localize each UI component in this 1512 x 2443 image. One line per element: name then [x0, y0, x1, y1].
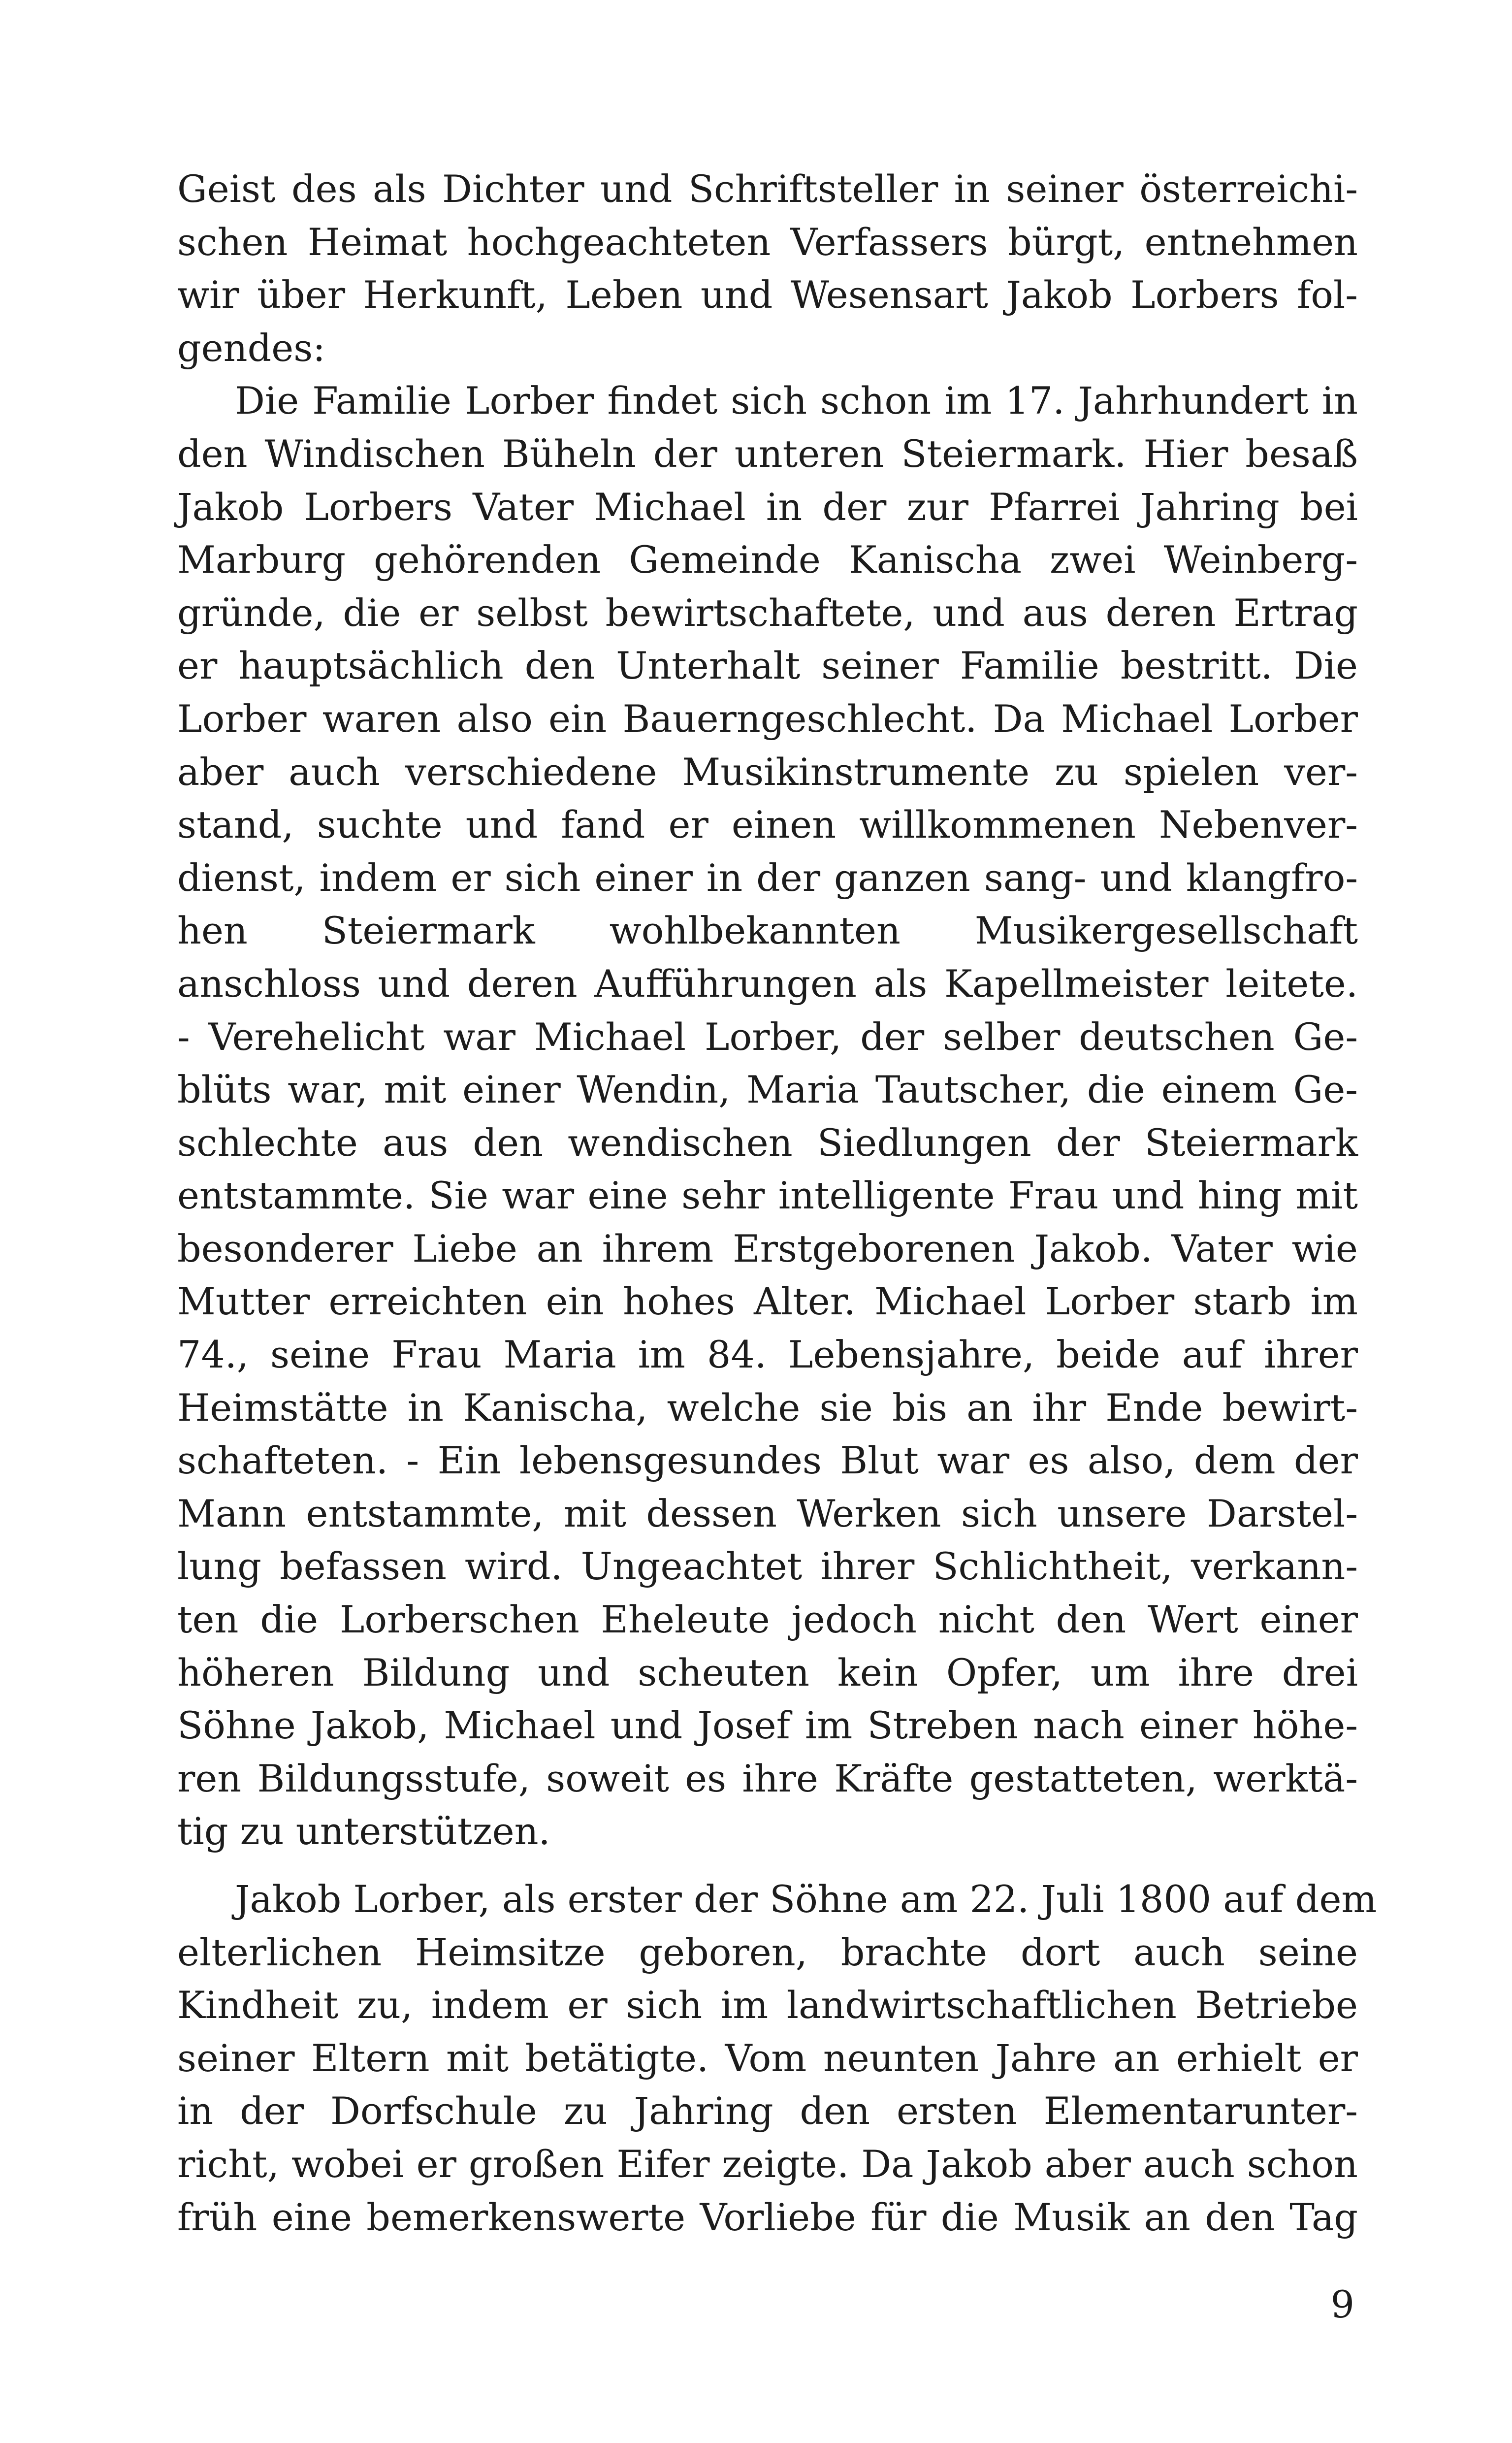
paragraph: [177, 1873, 1377, 2244]
text-line: ten die Lorberschen Eheleute jedoch nicht den Wert einer: [177, 1597, 1358, 1642]
text-line: - Verehelicht war Michael Lorber, der selber deutschen Ge-: [177, 1014, 1358, 1059]
text-line: Lorber waren also ein Bauerngeschlecht. Da Michael Lorber: [177, 696, 1358, 741]
text-line: ren Bildungsstufe, soweit es ihre Kräfte gestatteten, werktä-: [177, 1756, 1358, 1800]
text-line: gründe, die er selbst bewirtschaftete, und aus deren Ertrag: [177, 590, 1358, 635]
text-line: höheren Bildung und scheuten kein Opfer, um ihre drei: [177, 1650, 1358, 1694]
text-line: dienst, indem er sich einer in der ganzen sang- und klangfro-: [177, 855, 1358, 900]
text-line: Geist des als Dichter und Schriftsteller in seiner österreichi-: [177, 167, 1358, 211]
text-line: schlechte aus den wendischen Siedlungen der Steiermark: [177, 1120, 1358, 1165]
text-line: wir über Herkunft, Leben und Wesensart Jakob Lorbers fol-: [177, 273, 1358, 317]
text-line: besonderer Liebe an ihrem Erstgeborenen Jakob. Vater wie: [177, 1226, 1358, 1270]
text-line: Mann entstammte, mit dessen Werken sich unsere Darstel-: [177, 1491, 1358, 1535]
text-line: den Windischen Büheln der unteren Steiermark. Hier besaß: [177, 431, 1358, 476]
text-line: früh eine bemerkenswerte Vorliebe für die Musik an den Tag: [177, 2195, 1358, 2239]
text-line: Jakob Lorbers Vater Michael in der zur Pfarrei Jahring bei: [177, 485, 1358, 529]
text-line: anschloss und deren Aufführungen als Kapellmeister leitete.: [177, 961, 1358, 1006]
text-line: tig zu unterstützen.: [177, 1809, 550, 1854]
text-line: Kindheit zu, indem er sich im landwirtschaftlichen Betriebe: [177, 1983, 1358, 2027]
text-line: seiner Eltern mit betätigte. Vom neunten Jahre an erhielt er: [177, 2036, 1358, 2080]
text-line: elterlichen Heimsitze geboren, brachte dort auch seine: [177, 1930, 1358, 1974]
text-line: gendes:: [177, 326, 325, 370]
text-line: Heimstätte in Kanischa, welche sie bis an ihr Ende bewirt-: [177, 1385, 1358, 1430]
text-line: blüts war, mit einer Wendin, Maria Tautscher, die einem Ge-: [177, 1068, 1358, 1112]
text-line: Mutter erreichten ein hohes Alter. Michael Lorber starb im: [177, 1279, 1358, 1324]
text-line: aber auch verschiedene Musikinstrumente zu spielen ver-: [177, 749, 1358, 794]
text-line: schafteten. - Ein lebensgesundes Blut war es also, dem der: [177, 1438, 1358, 1483]
text-line: lung befassen wird. Ungeachtet ihrer Schlichtheit, verkann-: [177, 1544, 1358, 1589]
text-line: Die Familie Lorber findet sich schon im 17. Jahrhundert in: [235, 379, 1358, 423]
text-line: Söhne Jakob, Michael und Josef im Streben nach einer höhe-: [177, 1703, 1358, 1748]
text-line: in der Dorfschule zu Jahring den ersten Elementarunter-: [177, 2089, 1358, 2133]
page-body: [177, 163, 1377, 2280]
text-line: schen Heimat hochgeachteten Verfassers bürgt, entnehmen: [177, 220, 1358, 264]
text-line: Marburg gehörenden Gemeinde Kanischa zwei Weinberg-: [177, 538, 1358, 582]
text-line: stand, suchte und fand er einen willkommenen Nebenver-: [177, 803, 1358, 847]
text-line: entstammte. Sie war eine sehr intelligente Frau und hing mit: [177, 1173, 1358, 1218]
text-line: hen Steiermark wohlbekannten Musikergesellschaft: [177, 909, 1358, 953]
page-number: 9: [1330, 2282, 1354, 2326]
paragraph: [177, 374, 1358, 1858]
text-line: Jakob Lorber, als erster der Söhne am 22. Juli 1800 auf dem: [235, 1877, 1377, 1921]
text-line: er hauptsächlich den Unterhalt seiner Familie bestritt. Die: [177, 644, 1358, 688]
text-line: richt, wobei er großen Eifer zeigte. Da Jakob aber auch schon: [177, 2142, 1358, 2186]
paragraph: [177, 163, 1358, 374]
text-line: 74., seine Frau Maria im 84. Lebensjahre, beide auf ihrer: [177, 1333, 1358, 1377]
